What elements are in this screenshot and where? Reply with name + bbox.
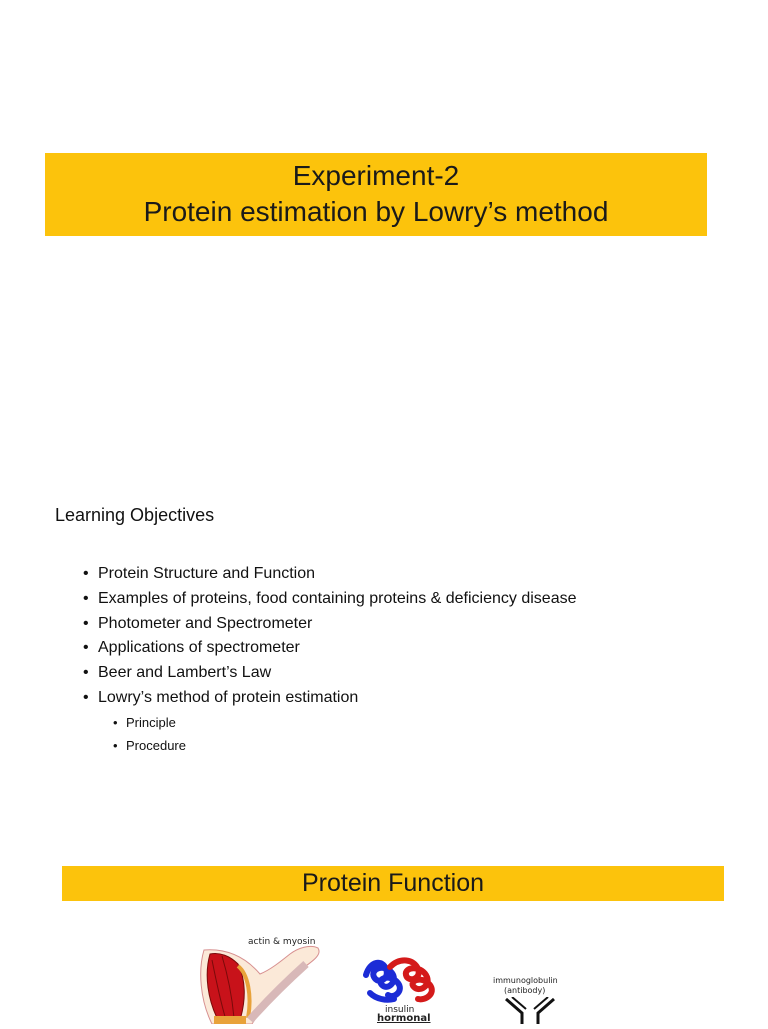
objective-item: • Protein Structure and Function xyxy=(83,562,577,587)
title-banner xyxy=(45,153,707,236)
experiment-title: Experiment-2 xyxy=(292,160,460,191)
objectives-list xyxy=(83,562,577,757)
insulin-figure xyxy=(360,955,440,1005)
objective-item: • Applications of spectrometer xyxy=(83,636,577,661)
antibody-figure xyxy=(500,997,560,1024)
insulin-caption: hormonal xyxy=(377,1013,431,1024)
insulin-structure-icon xyxy=(360,955,440,1005)
muscle-label: actin & myosin xyxy=(248,937,316,947)
insulin-label: insulin xyxy=(385,1005,415,1015)
objectives-heading: Learning Objectives xyxy=(55,505,215,525)
antibody-label-line2: (antibody) xyxy=(504,986,546,995)
antibody-y-icon xyxy=(500,997,560,1024)
antibody-label-line1: immunoglobulin xyxy=(493,976,558,985)
protein-function-banner xyxy=(62,866,724,901)
title-slide xyxy=(0,0,768,470)
experiment-subtitle: Protein estimation by Lowry’s method xyxy=(143,196,609,227)
objective-item: • Lowry’s method of protein estimation xyxy=(83,686,577,711)
objective-item: • Examples of proteins, food containing proteins & deficiency disease xyxy=(83,587,577,612)
objective-item: • Beer and Lambert’s Law xyxy=(83,661,577,686)
objective-item: • Photometer and Spectrometer xyxy=(83,612,577,637)
sub-objective-item: • Principle xyxy=(113,711,577,734)
sub-objectives-list xyxy=(83,711,577,757)
protein-function-title: Protein Function xyxy=(301,869,485,897)
sub-objective-item: • Procedure xyxy=(113,734,577,757)
